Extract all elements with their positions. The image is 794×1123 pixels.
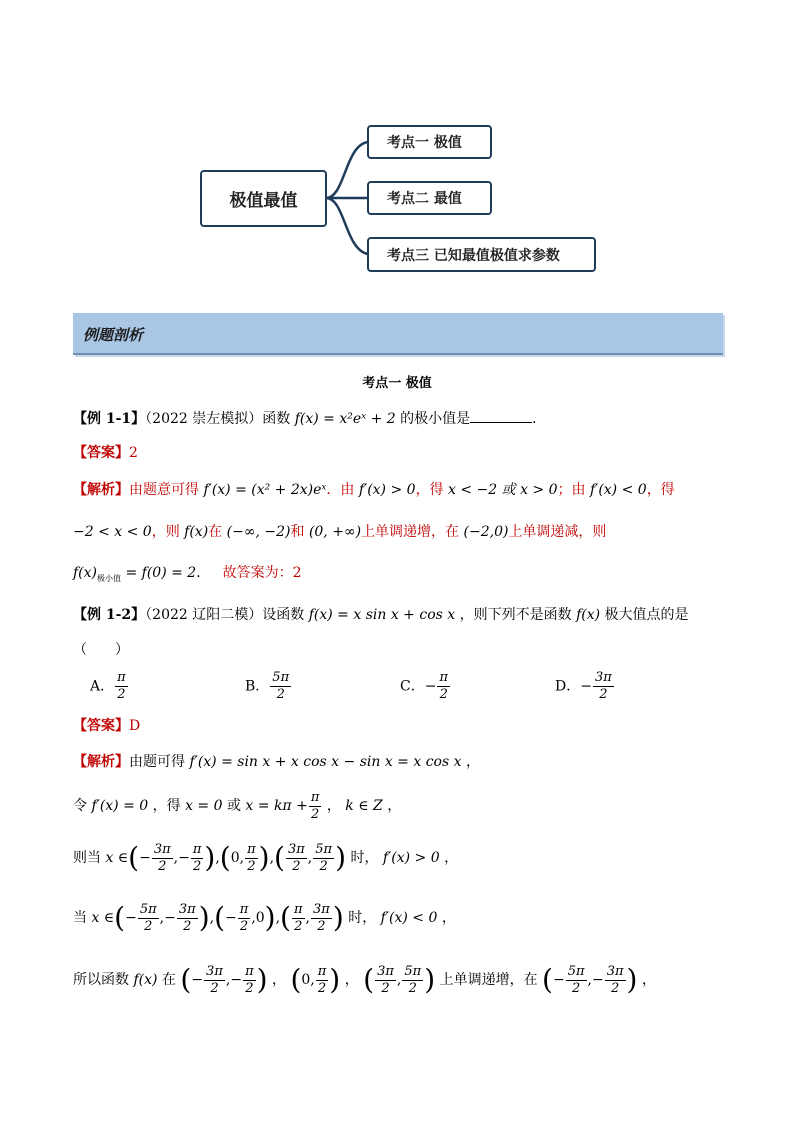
text: ，得 xyxy=(152,798,181,814)
ex2-question xyxy=(73,605,689,625)
option-label: A． xyxy=(90,678,115,695)
text: ， xyxy=(444,850,459,866)
option-label: D． xyxy=(555,678,581,695)
ex2-analysis-line1 xyxy=(73,752,480,772)
text: 当 xyxy=(73,910,87,926)
text: ．由 xyxy=(326,482,355,498)
ex1-source: （2022 崇左模拟）函数 xyxy=(145,411,291,427)
denominator: 2 xyxy=(610,980,620,996)
ex2-analysis-line5: 所以函数 f(x) 在 (− $\frac{3\pi}{2}$ ,− $\frac{\pi}{2}$ ) ， (0, $\frac{\pi}{2}$ ) ， ( $\frac{3\pi}{2}$ , $\frac{5\pi}{2}$ ) 上单调递增，在 (− $\frac{5\pi}{2}$ ,− $\frac{3\pi}{2}$ ) ， xyxy=(73,963,656,996)
text: ，得 xyxy=(646,482,675,498)
denominator: 2 xyxy=(210,980,219,996)
math: x = 0 xyxy=(185,798,223,814)
text: 时， xyxy=(350,850,379,866)
text: 或 xyxy=(226,798,241,814)
mindmap-branch-3: 考点三 已知最值极值求参数 xyxy=(367,237,596,272)
numerator: 3π xyxy=(312,901,330,917)
math: f′(x) = 0 xyxy=(91,798,149,814)
denominator: 2 xyxy=(381,980,390,996)
text: 上单调递减，则 xyxy=(508,524,607,540)
numerator: π xyxy=(439,670,448,685)
ex1-question xyxy=(73,408,546,429)
text: ， xyxy=(465,754,480,770)
text: 则当 xyxy=(73,850,101,866)
ex2-paren: （ ） xyxy=(73,642,129,658)
ex2-analysis-line2 xyxy=(73,786,401,826)
numerator: π xyxy=(293,901,303,917)
denominator: 2 xyxy=(292,858,301,874)
text: 由题可得 xyxy=(129,754,185,770)
banner-title: 例题剖析 xyxy=(83,326,144,344)
ex2-option-b xyxy=(245,670,292,703)
denominator: 2 xyxy=(144,918,153,934)
math: (−∞, −2) xyxy=(226,524,291,540)
option-label: C． xyxy=(400,678,425,695)
math: f(x) xyxy=(184,524,209,540)
mindmap-root: 极值最值 xyxy=(200,170,327,227)
option-sign: − xyxy=(424,678,437,695)
math: f(x) xyxy=(73,565,98,581)
option-fraction xyxy=(270,670,291,703)
fraction xyxy=(238,902,251,935)
text: ， xyxy=(326,798,341,814)
denominator: 2 xyxy=(117,687,126,702)
ex1-analysis-line3 xyxy=(73,563,302,589)
text: 和 xyxy=(290,524,305,540)
numerator: 3π xyxy=(206,963,223,979)
denominator: 2 xyxy=(317,980,327,996)
fraction xyxy=(204,964,225,997)
text: 极大值点的是 xyxy=(604,607,689,623)
math: f′(x) = (x² + 2x)eˣ xyxy=(203,482,327,498)
numerator: π xyxy=(239,901,249,917)
fraction xyxy=(286,842,307,875)
math: f(x) xyxy=(576,607,601,623)
numerator: 3π xyxy=(178,901,196,917)
math: x ∈ xyxy=(105,850,129,866)
fraction xyxy=(177,902,198,935)
numerator: π xyxy=(117,670,126,685)
ex1-end: ． xyxy=(532,411,547,427)
text: ，得 xyxy=(415,482,444,498)
text: 所以函数 xyxy=(73,972,129,988)
option-sign: − xyxy=(580,678,592,695)
fraction xyxy=(309,790,322,823)
ex1-blank xyxy=(470,408,532,423)
section-banner xyxy=(73,313,723,355)
section-title: 考点一 极值 xyxy=(362,376,432,391)
math: f′(x) < 0 xyxy=(589,482,647,498)
ex1-analysis-line1 xyxy=(73,480,675,500)
math: f′(x) > 0 xyxy=(382,850,440,866)
text: 时， xyxy=(348,910,377,926)
ex2-option-c xyxy=(400,670,451,703)
numerator: 5π xyxy=(272,670,290,685)
ex2-answer-label: 【答案】 xyxy=(73,718,129,734)
denominator: 2 xyxy=(245,980,254,996)
ex1-analysis-line2 xyxy=(73,522,606,542)
option-label: B． xyxy=(245,678,270,695)
ex2-expr: f(x) = x sin x + cos x xyxy=(308,607,456,623)
numerator: 5π xyxy=(139,901,157,917)
fraction xyxy=(375,964,396,997)
numerator: 3π xyxy=(594,670,612,685)
denominator: 2 xyxy=(158,858,167,874)
text: ， xyxy=(387,798,402,814)
math: f′(x) = sin x + x cos x − sin x = x cos x xyxy=(189,754,462,770)
ex1-answer-value: 2 xyxy=(129,445,138,461)
fraction xyxy=(566,964,587,997)
fraction xyxy=(245,842,258,875)
fraction xyxy=(605,964,626,997)
text: ， xyxy=(641,972,656,988)
ex1-expr: f(x) = x²eˣ + 2 xyxy=(294,411,396,427)
option-fraction xyxy=(115,670,128,703)
numerator: π xyxy=(247,841,256,857)
ex2-analysis-line3: 则当 x ∈(− $\frac{3\pi}{2}$ ,− $\frac{\pi}{2}$ ),(0, $\frac{\pi}{2}$ ),( $\frac{3\pi}{2}$ , $\frac{5\pi}{2}$ ) 时， f′(x) > 0 ， xyxy=(73,841,459,874)
ex1-answer xyxy=(73,443,138,463)
math: (−2,0) xyxy=(463,524,509,540)
fraction xyxy=(402,964,423,997)
text: 上单调递增，在 xyxy=(361,524,460,540)
denominator: 2 xyxy=(276,687,285,702)
numerator: 3π xyxy=(287,841,305,857)
fraction xyxy=(191,842,204,875)
text: ． xyxy=(196,565,211,581)
option-fraction xyxy=(593,670,614,703)
text: 在 xyxy=(208,524,223,540)
math: x = kπ + xyxy=(245,798,308,814)
numerator: 3π xyxy=(153,841,171,857)
math: f(x) xyxy=(133,972,158,988)
denominator: 2 xyxy=(192,858,202,874)
math: x < −2 或 x > 0 xyxy=(448,482,558,498)
fraction xyxy=(313,842,334,875)
denominator: 2 xyxy=(571,980,581,996)
text: 2 xyxy=(292,565,302,581)
math: k ∈ Z xyxy=(345,798,383,814)
text: 故答案为： xyxy=(222,565,293,581)
denominator: 2 xyxy=(319,858,328,874)
math: − xyxy=(139,850,151,866)
numerator: 3π xyxy=(606,963,624,979)
numerator: π xyxy=(310,789,320,805)
fraction xyxy=(138,902,159,935)
denominator: 2 xyxy=(317,918,326,934)
math: x ∈ xyxy=(91,910,115,926)
mindmap-branch-2: 考点二 最值 xyxy=(367,181,492,215)
ex2-label: 【例 1-2】 xyxy=(73,607,146,623)
text: 令 xyxy=(73,798,87,814)
ex2-source: （2022 辽阳二模）设函数 xyxy=(145,607,305,623)
numerator: π xyxy=(245,963,254,979)
numerator: 5π xyxy=(315,841,333,857)
numerator: 5π xyxy=(404,963,422,979)
math: f′(x) > 0 xyxy=(358,482,416,498)
numerator: π xyxy=(192,841,202,857)
math: −2 < x < 0 xyxy=(73,524,152,540)
denominator: 2 xyxy=(310,806,320,822)
text: 由题意可得 xyxy=(129,482,199,498)
math: = f(0) = 2 xyxy=(125,565,197,581)
ex1-label: 【例 1-1】 xyxy=(73,411,146,427)
denominator: 2 xyxy=(294,918,303,934)
denominator: 2 xyxy=(408,980,417,996)
text: ， xyxy=(344,972,359,988)
denominator: 2 xyxy=(247,858,256,874)
denominator: 2 xyxy=(239,918,249,934)
text: 上单调递增，在 xyxy=(439,972,538,988)
fraction xyxy=(316,964,329,997)
text: ， xyxy=(272,972,286,988)
text: ，则下列不是函数 xyxy=(459,607,572,623)
ex2-answer xyxy=(73,716,140,736)
text: 在 xyxy=(161,972,176,988)
numerator: 5π xyxy=(567,963,585,979)
text: ，则 xyxy=(151,524,180,540)
ex2-answer-value: D xyxy=(129,718,141,734)
numerator: 3π xyxy=(377,963,394,979)
text: ， xyxy=(441,910,456,926)
denominator: 2 xyxy=(439,687,448,702)
ex1-tail: 的极小值是 xyxy=(400,411,471,427)
denominator: 2 xyxy=(183,918,192,934)
numerator: π xyxy=(317,963,327,979)
math: f′(x) < 0 xyxy=(380,910,438,926)
mindmap-branch-1: 考点一 极值 xyxy=(367,125,492,159)
fraction xyxy=(311,902,332,935)
ex2-option-a xyxy=(90,670,129,703)
text: ；由 xyxy=(557,482,586,498)
denominator: 2 xyxy=(599,687,608,702)
fraction xyxy=(292,902,305,935)
fraction xyxy=(152,842,173,875)
math: (0, +∞) xyxy=(308,524,362,540)
fraction xyxy=(243,964,256,997)
ex2-analysis-line4: 当 x ∈(− $\frac{5\pi}{2}$ ,− $\frac{3\pi}{2}$ ),(− $\frac{\pi}{2}$ ,0),( $\frac{\pi}{2}$ , $\frac{3\pi}{2}$ ) 时， f′(x) < 0 ， xyxy=(73,901,456,934)
subscript: 极小值 xyxy=(97,573,122,583)
ex1-answer-label: 【答案】 xyxy=(73,445,129,461)
ex2-option-d xyxy=(555,670,615,703)
ex1-analysis-label: 【解析】 xyxy=(73,482,129,498)
ex2-analysis-label: 【解析】 xyxy=(73,754,129,770)
option-fraction xyxy=(437,670,450,703)
